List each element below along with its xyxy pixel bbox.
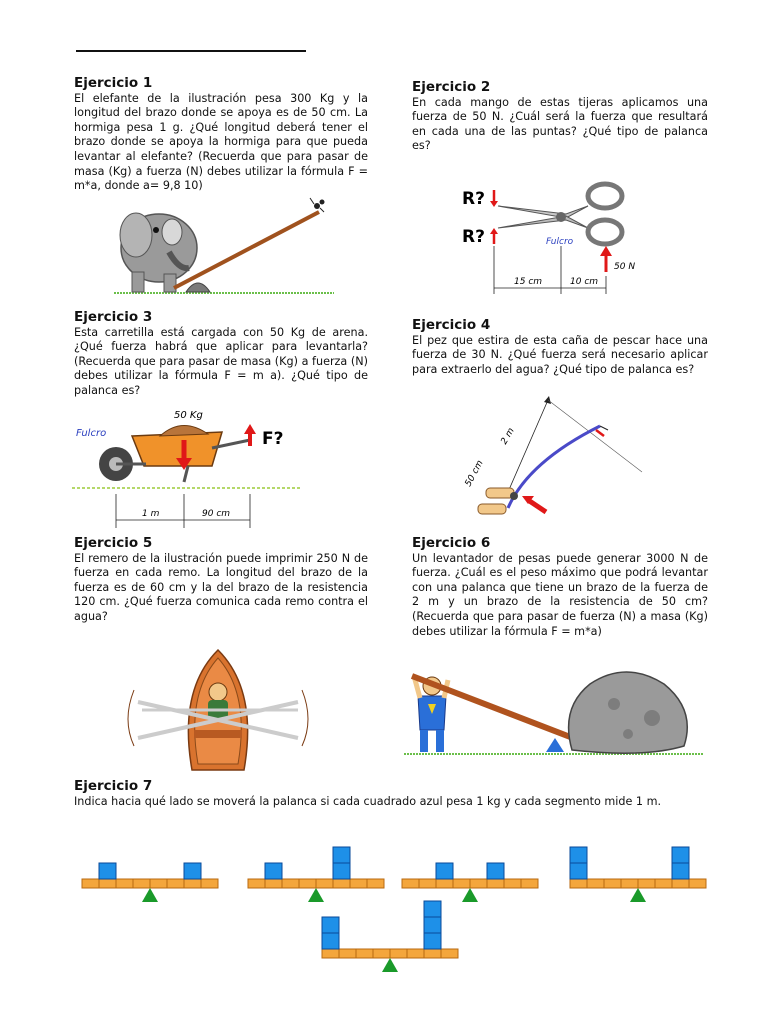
lever-segment bbox=[604, 879, 621, 888]
lever-segment bbox=[316, 879, 333, 888]
lever-segment bbox=[407, 949, 424, 958]
exercise-7 bbox=[74, 779, 714, 809]
rower-icon bbox=[208, 683, 228, 720]
lever-segment bbox=[587, 879, 604, 888]
lever-segment bbox=[167, 879, 184, 888]
fulcrum-label: Fulcro bbox=[76, 428, 107, 439]
exercise-3-text: Esta carretilla está cargada con 50 Kg de arena. ¿Qué fuerza habrá que aplicar para levantarla? (Recuerda que para pasar de masa (Kg) a fuerza (N) debes utilizar la fórmula F = m a). ¿Qué tipo de palanca es? bbox=[74, 325, 368, 397]
lever-2 bbox=[248, 847, 384, 902]
weight-block bbox=[436, 863, 453, 879]
lever-segment bbox=[116, 879, 133, 888]
exercise-6-title: Ejercicio 6 bbox=[412, 535, 491, 551]
fulcrum-triangle bbox=[462, 888, 478, 902]
lever-segment bbox=[339, 949, 356, 958]
exercise-5-title: Ejercicio 5 bbox=[74, 535, 153, 551]
lever-segment bbox=[282, 879, 299, 888]
fulcrum-label: Fulcro bbox=[546, 237, 574, 247]
weight-block bbox=[570, 847, 587, 863]
lever-segment bbox=[322, 949, 339, 958]
fishing-rod-icon bbox=[508, 426, 600, 508]
exercise-7-title: Ejercicio 7 bbox=[74, 778, 153, 794]
weight-block bbox=[672, 863, 689, 879]
lever-1 bbox=[82, 863, 218, 902]
lever-segment bbox=[504, 879, 521, 888]
weight-block bbox=[322, 933, 339, 949]
lever-segment bbox=[487, 879, 504, 888]
hand-top-icon bbox=[486, 488, 514, 498]
weight-block bbox=[672, 847, 689, 863]
header-rule bbox=[76, 50, 306, 52]
weight-block bbox=[322, 917, 339, 933]
lever-segment bbox=[521, 879, 538, 888]
exercise-7-text: Indica hacia qué lado se moverá la palanca si cada cuadrado azul pesa 1 kg y cada segmento mide 1 m. bbox=[74, 794, 662, 808]
exercise-2-title: Ejercicio 2 bbox=[412, 79, 491, 95]
scissors-figure bbox=[458, 176, 638, 298]
hand-bottom-icon bbox=[478, 504, 506, 514]
fulcrum-triangle bbox=[382, 958, 398, 972]
lever-segment bbox=[350, 879, 367, 888]
lever-segment bbox=[184, 879, 201, 888]
resistance-bottom-label: R? bbox=[462, 227, 485, 247]
lever-3 bbox=[402, 863, 538, 902]
force-label: 50 N bbox=[614, 262, 636, 272]
length-2m-label: 2 m bbox=[499, 426, 517, 447]
exercise-4-text: El pez que estira de esta caña de pescar hace una fuerza de 30 N. ¿Qué fuerza será necesario aplicar para extraerlo del agua? ¿Qué tipo de palanca es? bbox=[412, 333, 708, 376]
fishing-rod-figure bbox=[448, 392, 658, 526]
lever-segment bbox=[436, 879, 453, 888]
lever-segment bbox=[133, 879, 150, 888]
fulcrum-rock bbox=[186, 283, 210, 292]
lever-segment bbox=[248, 879, 265, 888]
exercise-4 bbox=[412, 318, 708, 377]
lever-4 bbox=[570, 847, 706, 902]
dimension-90cm: 90 cm bbox=[202, 509, 231, 519]
exercise-2-text: En cada mango de estas tijeras aplicamos una fuerza de 50 N. ¿Cuál será la fuerza que resultará en cada una de las puntas? ¿Qué tipo de palanca es? bbox=[412, 95, 708, 153]
exercise-1-text: El elefante de la ilustración pesa 300 Kg y la longitud del brazo donde se apoya es de 50 cm. La hormiga pesa 1 g. ¿Qué longitud deberá tener el brazo donde se apoya la hormiga para que pueda levantar al elefante? (Recuerda que para pasar de masa (Kg) a fuerza (N) debes utilizar la fórmula F = m*a, donde a= 9,8 10) bbox=[74, 91, 368, 193]
weight-block bbox=[487, 863, 504, 879]
lever-segment bbox=[672, 879, 689, 888]
fulcrum-triangle bbox=[546, 738, 564, 752]
fulcrum-triangle bbox=[630, 888, 646, 902]
weight-block bbox=[265, 863, 282, 879]
lever-segment bbox=[419, 879, 436, 888]
exercise-3 bbox=[74, 310, 368, 399]
lever-segment bbox=[299, 879, 316, 888]
elephant-lever-figure bbox=[114, 190, 334, 300]
lever-segment bbox=[367, 879, 384, 888]
lever-segment bbox=[424, 949, 441, 958]
lever-segment bbox=[333, 879, 350, 888]
weight-block bbox=[184, 863, 201, 879]
lever-segment bbox=[621, 879, 638, 888]
lever-segment bbox=[453, 879, 470, 888]
weight-block bbox=[333, 847, 350, 863]
lever-segment bbox=[638, 879, 655, 888]
lever-segment bbox=[390, 949, 407, 958]
lever-segment bbox=[570, 879, 587, 888]
load-label: 50 Kg bbox=[174, 410, 203, 421]
lever-segment bbox=[373, 949, 390, 958]
exercise-5 bbox=[74, 536, 368, 625]
lever-segment bbox=[265, 879, 282, 888]
weight-block bbox=[99, 863, 116, 879]
weight-block bbox=[570, 863, 587, 879]
exercise-5-text: El remero de la ilustración puede imprimir 250 N de fuerza en cada remo. La longitud del brazo de la fuerza es de 60 cm y la del brazo de la resistencia 120 cm. ¿Qué fuerza comunica cada remo contra el agua? bbox=[74, 551, 368, 623]
lever-puzzles bbox=[0, 820, 768, 970]
exercise-1-title: Ejercicio 1 bbox=[74, 75, 153, 91]
rowing-boat-figure bbox=[128, 650, 308, 774]
lever-segment bbox=[356, 949, 373, 958]
fulcrum-triangle bbox=[142, 888, 158, 902]
wheelbarrow-icon bbox=[99, 425, 250, 482]
lever-segment bbox=[201, 879, 218, 888]
force-label: F? bbox=[262, 429, 284, 449]
lever-segment bbox=[689, 879, 706, 888]
exercise-6 bbox=[412, 536, 708, 639]
scissors-icon bbox=[498, 184, 622, 244]
dimension-15cm: 15 cm bbox=[514, 277, 543, 287]
lever-segment bbox=[99, 879, 116, 888]
exercise-4-title: Ejercicio 4 bbox=[412, 317, 491, 333]
lever-segment bbox=[82, 879, 99, 888]
lever-segment bbox=[441, 949, 458, 958]
rock-icon bbox=[569, 672, 688, 753]
lever-segment bbox=[655, 879, 672, 888]
exercise-6-text: Un levantador de pesas puede generar 3000 N de fuerza. ¿Cuál es el peso máximo que podrá levantar con una palanca que tiene un brazo de la fuerza de 2 m y un brazo de la resistencia de 50 cm? (Recuerda que para pasar de fuerza (N) a masa (Kg) debes utilizar la fórmula F = m*a) bbox=[412, 551, 708, 638]
dimension-10cm: 10 cm bbox=[570, 277, 599, 287]
lever-5 bbox=[322, 901, 458, 972]
lever-segment bbox=[470, 879, 487, 888]
length-50cm-label: 50 cm bbox=[463, 458, 486, 489]
ant-icon bbox=[310, 198, 325, 212]
weight-block bbox=[424, 901, 441, 917]
fulcrum-triangle bbox=[308, 888, 324, 902]
weightlifter-lever-figure bbox=[404, 654, 704, 758]
lever-segment bbox=[402, 879, 419, 888]
weight-block bbox=[333, 863, 350, 879]
lever-segment bbox=[150, 879, 167, 888]
exercise-1 bbox=[74, 76, 368, 194]
exercise-3-title: Ejercicio 3 bbox=[74, 309, 153, 325]
dimension-1m: 1 m bbox=[142, 509, 160, 519]
weight-block bbox=[424, 917, 441, 933]
wheelbarrow-figure bbox=[72, 402, 302, 530]
exercise-2 bbox=[412, 80, 708, 154]
weight-block bbox=[424, 933, 441, 949]
resistance-top-label: R? bbox=[462, 189, 485, 209]
